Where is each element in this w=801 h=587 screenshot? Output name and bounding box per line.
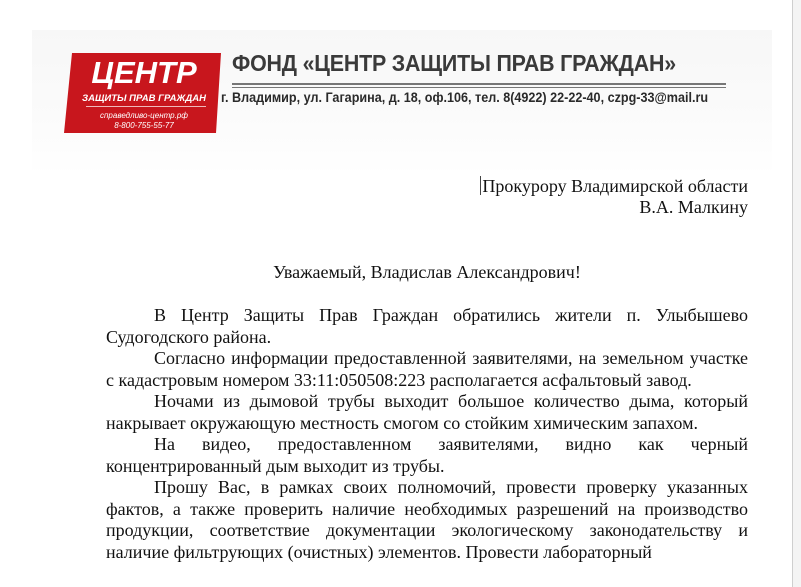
org-logo-graphic xyxy=(64,53,221,133)
logo-subtitle: ЗАЩИТЫ ПРАВ ГРАЖДАН xyxy=(82,93,206,104)
recipient-block xyxy=(482,176,748,218)
salutation: Уважаемый, Владислав Александрович! xyxy=(273,262,581,282)
paragraph: Ночами из дымовой трубы выходит большое количество дыма, который накрывает окружающую местность смогом со стойким химическим запахом. xyxy=(106,391,748,433)
page-edge xyxy=(792,0,801,587)
logo-site: справедливо-центр.рф xyxy=(100,111,188,120)
logo-phone: 8-800-755-55-77 xyxy=(114,121,174,130)
org-logo xyxy=(64,53,221,133)
paragraph: Прошу Вас, в рамках своих полномочий, провести проверку указанных фактов, а также проверить наличие необходимых разрешений на производство продукции, соответствие документации экологическому законодательству и наличие фильтрующих (очистных) элементов. Провести лабораторный xyxy=(106,477,748,562)
org-title: ФОНД «ЦЕНТР ЗАЩИТЫ ПРАВ ГРАЖДАН» xyxy=(232,50,676,76)
letter-body xyxy=(106,305,748,563)
logo-word: ЦЕНТР xyxy=(91,55,197,90)
paragraph: На видео, предоставленном заявителями, видно как черный концентрированный дым выходит из трубы. xyxy=(106,434,748,476)
paragraph: В Центр Защиты Прав Граждан обратились жители п. Улыбышево Судогодского района. xyxy=(106,305,748,347)
paragraph: Согласно информации предоставленной заявителями, на земельном участке с кадастровым номером 33:11:050508:223 располагается асфальтовый завод. xyxy=(106,348,748,390)
header-rule xyxy=(232,83,726,85)
org-address: г. Владимир, ул. Гагарина, д. 18, оф.106, тел. 8(4922) 22-22-40, czpg-33@mail.ru xyxy=(221,89,709,105)
recipient-line-2: В.А. Малкину xyxy=(639,197,748,217)
text-cursor xyxy=(480,176,481,195)
recipient-line-1: Прокурору Владимирской области xyxy=(482,176,748,196)
header-rule-thin xyxy=(232,87,726,88)
